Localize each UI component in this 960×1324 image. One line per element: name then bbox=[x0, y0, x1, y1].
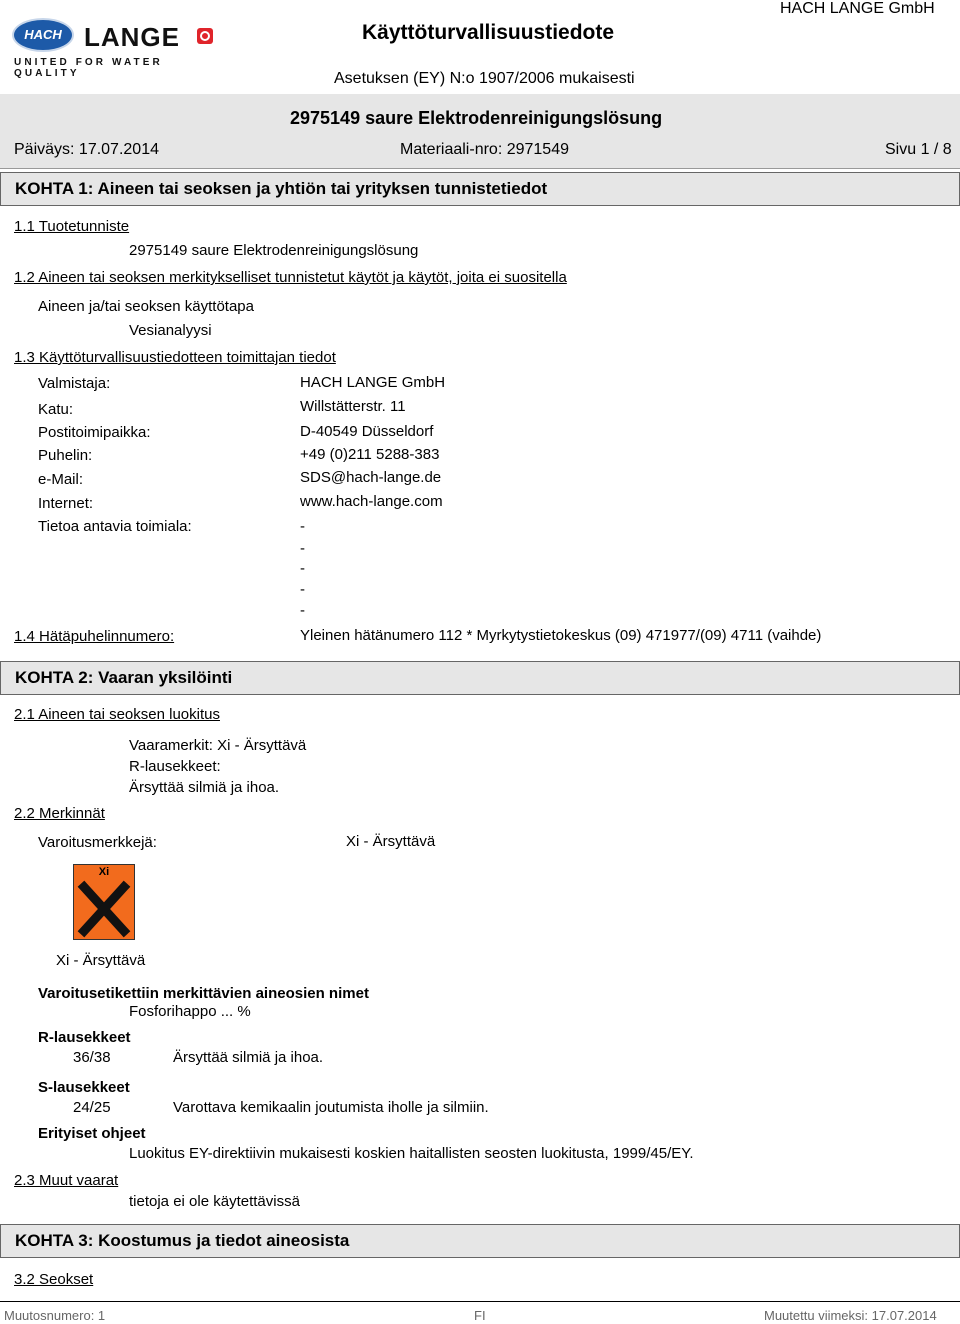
supplier-label: Valmistaja: bbox=[38, 375, 111, 392]
lange-logo-word: LANGE bbox=[84, 22, 180, 52]
dash-line: - bbox=[300, 540, 305, 557]
s-code: 24/25 bbox=[73, 1099, 111, 1116]
lange-target-icon bbox=[197, 28, 213, 44]
street-value: Willstätterstr. 11 bbox=[300, 398, 406, 415]
material-number: Materiaali-nro: 2971549 bbox=[400, 141, 569, 158]
s-text: Varottava kemikaalin joutumista iholle ja silmiin. bbox=[173, 1099, 489, 1116]
section-3-title: KOHTA 3: Koostumus ja tiedot aineosista bbox=[15, 1231, 350, 1250]
header-company: HACH LANGE GmbH bbox=[780, 0, 935, 17]
r-heading: R-lausekkeet bbox=[38, 1029, 131, 1046]
special-heading: Erityiset ohjeet bbox=[38, 1125, 146, 1142]
emergency-phone: Yleinen hätänumero 112 * Myrkytystietokeskus (09) 471977/(09) 4711 (vaihde) bbox=[300, 627, 822, 644]
section-3-bar bbox=[0, 1224, 960, 1258]
xi-hazard-symbol-icon bbox=[73, 864, 135, 940]
logo-tagline: UNITED FOR WATER QUALITY bbox=[14, 57, 163, 79]
city-value: D-40549 Düsseldorf bbox=[300, 423, 434, 440]
phone-value: +49 (0)211 5288-383 bbox=[300, 446, 440, 463]
section-1-title: KOHTA 1: Aineen tai seoksen ja yhtiön tai yrityksen tunnistetiedot bbox=[15, 179, 548, 198]
email-label: e-Mail: bbox=[38, 471, 84, 488]
dash-line: - bbox=[300, 560, 305, 577]
email-value: SDS@hach-lange.de bbox=[300, 469, 442, 486]
regulation-text: Asetuksen (EY) N:o 1907/2006 mukaisesti bbox=[334, 70, 635, 87]
issue-date: Päiväys: 17.07.2014 bbox=[14, 141, 159, 158]
x-cross-icon bbox=[74, 865, 134, 939]
use-value: Vesianalyysi bbox=[129, 322, 212, 339]
footer-divider bbox=[0, 1301, 960, 1302]
heading-3-2: 3.2 Seokset bbox=[14, 1271, 94, 1288]
warning-value: Xi - Ärsyttävä bbox=[346, 833, 436, 850]
product-identifier: 2975149 saure Elektrodenreinigungslösung bbox=[129, 242, 419, 259]
dash-line: - bbox=[300, 581, 305, 598]
info-dept-label: Tietoa antavia toimiala: bbox=[38, 518, 192, 535]
footer-language: FI bbox=[474, 1308, 486, 1323]
label-components-value: Fosforihappo ... % bbox=[129, 1003, 251, 1020]
phone-label: Puhelin: bbox=[38, 447, 93, 464]
heading-2-2: 2.2 Merkinnät bbox=[14, 805, 105, 822]
section-2-title: KOHTA 2: Vaaran yksilöinti bbox=[15, 668, 233, 687]
heading-1-2: 1.2 Aineen tai seoksen merkitykselliset tunnistetut käytöt ja käytöt, joita ei suositella bbox=[14, 269, 567, 286]
use-label: Aineen ja/tai seoksen käyttötapa bbox=[38, 298, 254, 315]
special-text: Luokitus EY-direktiivin mukaisesti koskien haitallisten seosten luokitusta, 1999/45/EY. bbox=[129, 1145, 694, 1162]
heading-2-3: 2.3 Muut vaarat bbox=[14, 1172, 119, 1189]
info-dept-value: - bbox=[300, 518, 305, 535]
label-components-heading: Varoitusetikettiin merkittävien aineosien nimet bbox=[38, 985, 369, 1002]
page-number: Sivu 1 / 8 bbox=[885, 141, 952, 158]
symbol-code: Xi bbox=[98, 866, 110, 878]
footer-revision: Muutosnumero: 1 bbox=[4, 1308, 106, 1323]
dash-line: - bbox=[300, 602, 305, 619]
internet-value: www.hach-lange.com bbox=[300, 493, 443, 510]
product-name: 2975149 saure Elektrodenreinigungslösung bbox=[290, 108, 663, 128]
company-logo bbox=[8, 14, 223, 79]
document-title: Käyttöturvallisuustiedote bbox=[362, 21, 615, 44]
s-heading: S-lausekkeet bbox=[38, 1079, 130, 1096]
hazard-marks: Vaaramerkit: Xi - Ärsyttävä bbox=[129, 737, 307, 754]
section-1-bar bbox=[0, 172, 960, 206]
hach-logo-mark: HACH bbox=[12, 18, 74, 52]
symbol-caption: Xi - Ärsyttävä bbox=[56, 952, 146, 969]
r-text: Ärsyttää silmiä ja ihoa. bbox=[173, 1049, 324, 1066]
footer-revised-date: Muutettu viimeksi: 17.07.2014 bbox=[764, 1308, 937, 1323]
r-phrases-text: Ärsyttää silmiä ja ihoa. bbox=[129, 779, 280, 796]
heading-1-3: 1.3 Käyttöturvallisuustiedotteen toimittajan tiedot bbox=[14, 349, 336, 366]
r-code: 36/38 bbox=[73, 1049, 111, 1066]
heading-2-1: 2.1 Aineen tai seoksen luokitus bbox=[14, 706, 220, 723]
heading-1-1: 1.1 Tuotetunniste bbox=[14, 218, 130, 235]
supplier-value: HACH LANGE GmbH bbox=[300, 374, 446, 391]
street-label: Katu: bbox=[38, 401, 74, 418]
other-hazards-value: tietoja ei ole käytettävissä bbox=[129, 1193, 300, 1210]
section-2-bar bbox=[0, 661, 960, 695]
city-label: Postitoimipaikka: bbox=[38, 424, 151, 441]
warning-label: Varoitusmerkkejä: bbox=[38, 834, 157, 851]
heading-1-4: 1.4 Hätäpuhelinnumero: bbox=[14, 628, 175, 645]
r-phrases-label: R-lausekkeet: bbox=[129, 758, 221, 775]
internet-label: Internet: bbox=[38, 495, 94, 512]
